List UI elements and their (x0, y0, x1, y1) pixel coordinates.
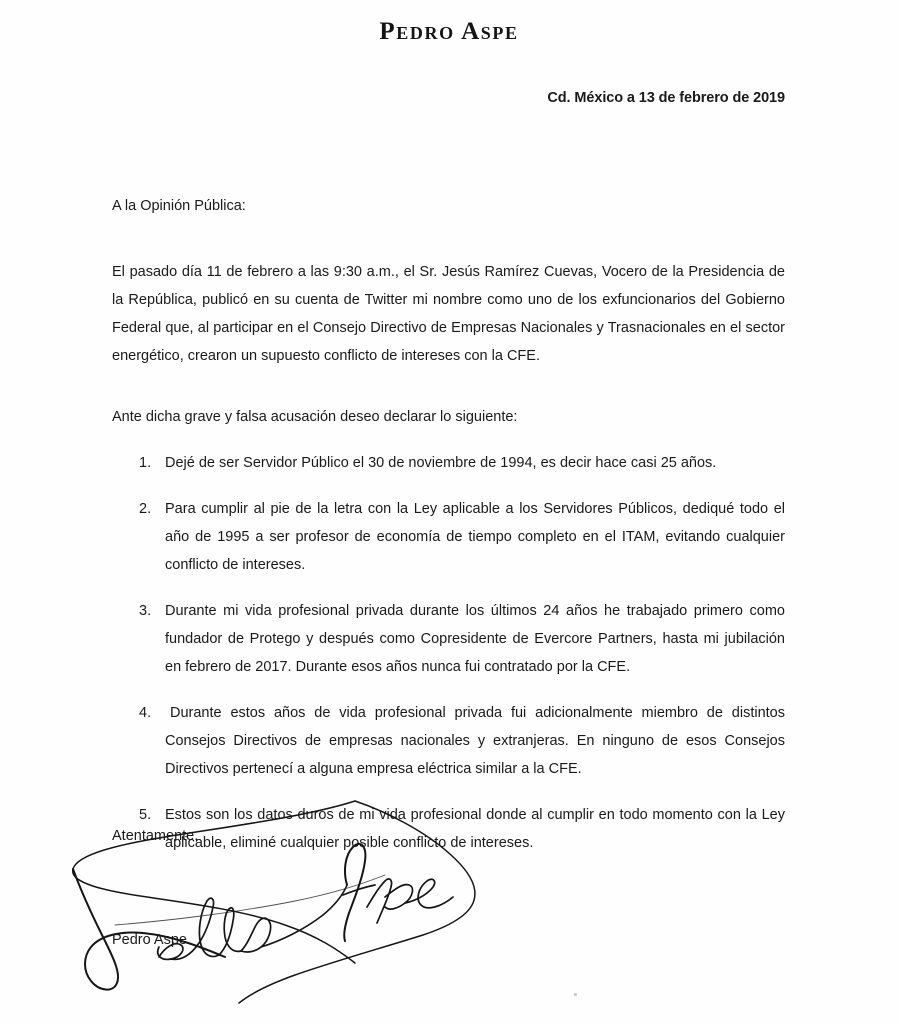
list-item-text: Dejé de ser Servidor Público el 30 de noviembre de 1994, es decir hace casi 25 años. (165, 455, 717, 471)
salutation: A la Opinión Pública: (112, 198, 246, 214)
transition-sentence: Ante dicha grave y falsa acusación deseo declarar lo siguiente: (112, 409, 518, 425)
list-item (112, 495, 785, 579)
list-item-text: Durante mi vida profesional privada durante los últimos 24 años he trabajado primero como fundador de Protego y después como Copresidente de Evercore Partners, hasta mi jubilación en febrero de 2017. Durante esos años nunca fui contratado por la CFE. (165, 603, 785, 675)
list-item-text: Para cumplir al pie de la letra con la Ley aplicable a los Servidores Públicos, dediqué todo el año de 1995 a ser profesor de economía de tiempo completo en el ITAM, evitando cualquier conflicto de intereses. (165, 501, 785, 573)
list-item-number: 4. (139, 705, 152, 721)
list-item-text: Estos son los datos duros de mi vida profesional donde al cumplir en todo momento con la Ley aplicable, eliminé cualquier posible conflicto de intereses. (165, 807, 785, 851)
list-item (112, 699, 785, 783)
closing-block (112, 826, 532, 846)
list-item-number: 5. (139, 807, 152, 823)
letterhead-name: Pedro Aspe (379, 18, 519, 45)
dateline: Cd. México a 13 de febrero de 2019 (547, 90, 785, 106)
claims-list (112, 431, 785, 857)
list-item-text: Durante estos años de vida profesional privada fui adicionalmente miembro de distintos Consejos Directivos de empresas nacionales y extranjeras. En ninguno de esos Consejos Directivos pertenecí a alguna empresa eléctrica similar a la CFE. (165, 705, 785, 777)
list-item-number: 3. (139, 603, 152, 619)
lead-paragraph: El pasado día 11 de febrero a las 9:30 a.m., el Sr. Jesús Ramírez Cuevas, Vocero de la Presidencia de la República, publicó en su cuenta de Twitter mi nombre como uno de los exfuncionarios del Gobierno Federal que, al participar en el Consejo Directivo de Empresas Nacionales y Trasnacionales en el sector energético, crearon un supuesto conflicto de intereses con la CFE. (112, 264, 785, 364)
closing-salutation: Atentamente, (112, 828, 199, 844)
list-item (112, 597, 785, 681)
list-item (112, 449, 785, 477)
scan-artifact-speck (574, 993, 577, 996)
letterhead (0, 18, 898, 46)
signer-name: Pedro Aspe (112, 932, 187, 948)
letter-body (112, 192, 785, 857)
list-item-number: 2. (139, 501, 152, 517)
list-item-number: 1. (139, 455, 152, 471)
